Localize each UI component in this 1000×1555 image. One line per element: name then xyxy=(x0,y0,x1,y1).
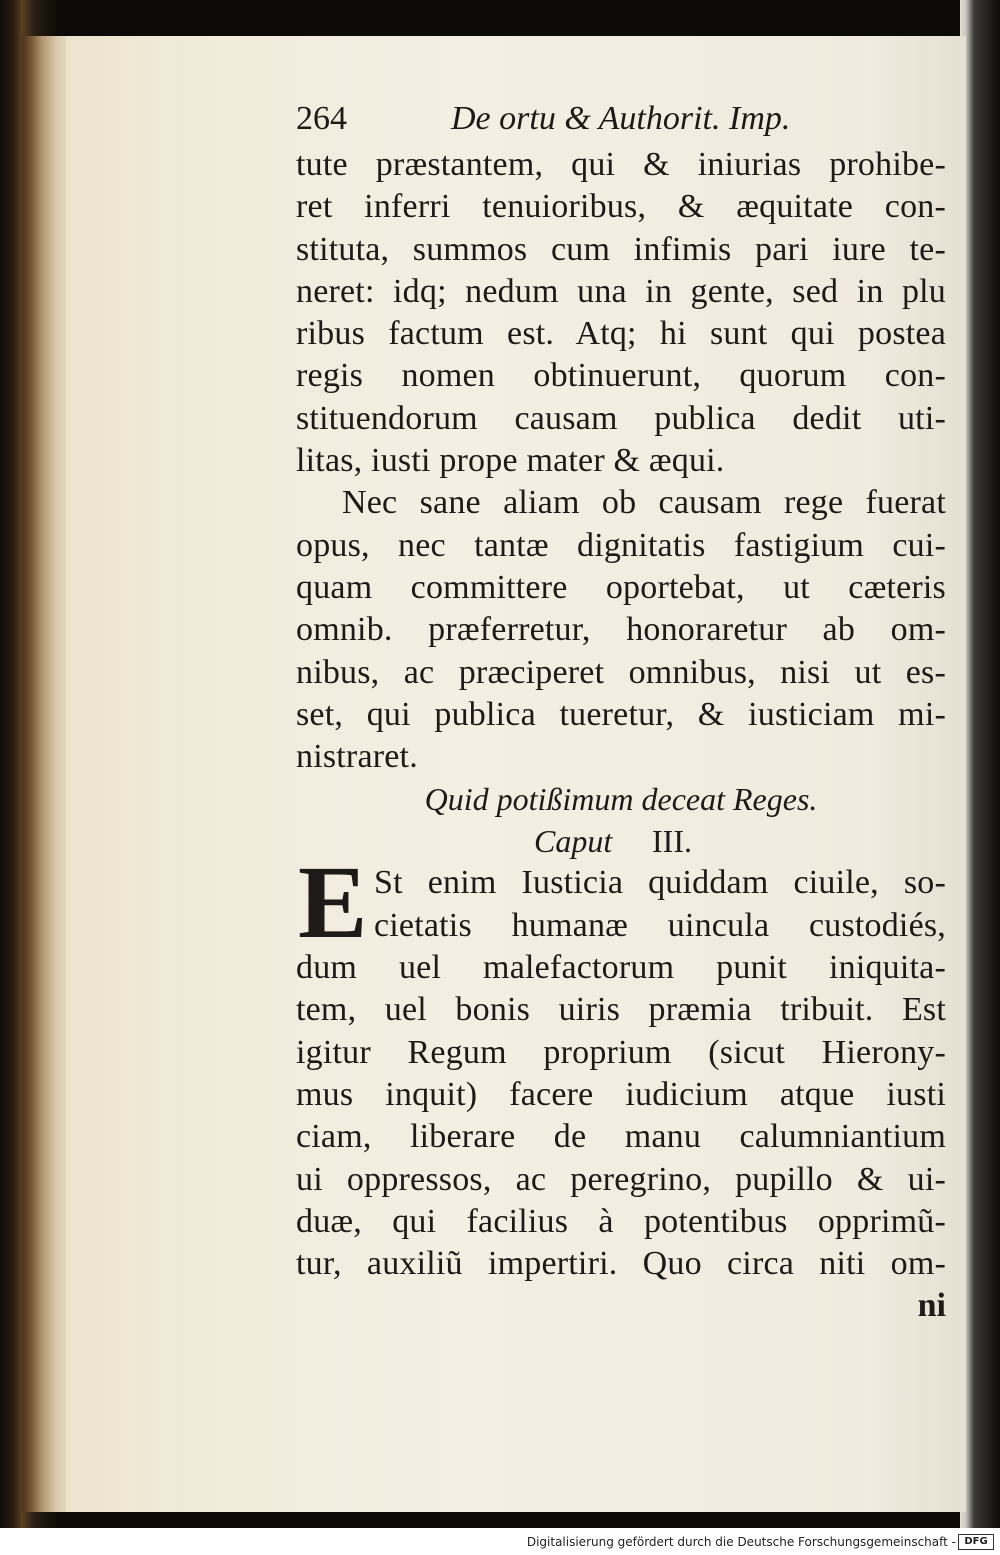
digitization-footer xyxy=(0,1528,1000,1555)
chapter-label: Caput xyxy=(534,823,613,860)
text-line: quam committere oportebat, ut cæteris xyxy=(296,568,946,606)
chapter-heading: Quid potißimum deceat Reges. xyxy=(424,781,818,818)
text-line: tute præstantem, qui & iniurias prohibe- xyxy=(296,146,946,183)
text-line: duæ, qui facilius à potentibus opprimũ- xyxy=(296,1202,946,1240)
text-line: stituta, summos cum infimis pari iure te- xyxy=(296,230,946,268)
paragraph-1 xyxy=(296,144,946,482)
text-line: stituendorum causam publica dedit uti- xyxy=(296,399,946,437)
text-line: opus, nec tantæ dignitatis fastigium cui- xyxy=(296,526,946,564)
paragraph-3 xyxy=(296,845,946,1285)
running-head: De ortu & Authorit. Imp. xyxy=(451,100,791,137)
dfg-logo: DFG xyxy=(958,1534,994,1550)
text-line: ribus factum est. Atq; hi sunt qui postea xyxy=(296,315,946,353)
book-page-edges xyxy=(22,36,70,1512)
paragraph-2 xyxy=(296,482,946,778)
text-line: cietatis humanæ uincula custodiés, xyxy=(374,906,946,944)
text-line: ret inferri tenuioribus, & æquitate con- xyxy=(296,188,946,226)
text-line: neret: idq; nedum una in gente, sed in plu xyxy=(296,272,946,310)
text-block xyxy=(296,96,946,1327)
text-line: igitur Regum proprium (sicut Hierony- xyxy=(296,1033,946,1071)
chapter-numeral: III. xyxy=(652,823,692,860)
text-line: tur, auxiliũ impertiri. Quo circa niti om- xyxy=(296,1245,946,1283)
footer-credit: Digitalisierung gefördert durch die Deutsche Forschungsgemeinschaft - xyxy=(526,1535,956,1549)
text-line: mus inquit) facere iudicium atque iusti xyxy=(296,1075,946,1113)
page-number: 264 xyxy=(296,100,347,137)
text-line: ciam, liberare de manu calumniantium xyxy=(296,1118,946,1156)
chapter-number xyxy=(296,820,946,862)
text-line: regis nomen obtinuerunt, quorum con- xyxy=(296,357,946,395)
text-line: nistraret. xyxy=(296,738,418,776)
book-page xyxy=(66,36,966,1512)
page-header xyxy=(296,96,946,144)
text-line: Nec sane aliam ob causam rege fuerat xyxy=(342,484,946,522)
text-line: litas, iusti prope mater & æqui. xyxy=(296,442,725,480)
catchword: ni xyxy=(917,1287,946,1325)
drop-capital: E xyxy=(298,845,368,961)
text-line: set, qui publica tueretur, & iusticiam mi- xyxy=(296,695,946,733)
book-right-edge xyxy=(960,0,1000,1528)
text-line: St enim Iusticia quiddam ciuile, so- xyxy=(374,864,946,902)
text-line: dum uel malefactorum punit iniquita- xyxy=(296,949,946,987)
text-line: omnib. præferretur, honoraretur ab om- xyxy=(296,611,946,649)
text-line: ui oppressos, ac peregrino, pupillo & ui- xyxy=(296,1160,946,1198)
text-line: nibus, ac præciperet omnibus, nisi ut es- xyxy=(296,653,946,691)
text-line: tem, uel bonis uiris præmia tribuit. Est xyxy=(296,991,946,1029)
